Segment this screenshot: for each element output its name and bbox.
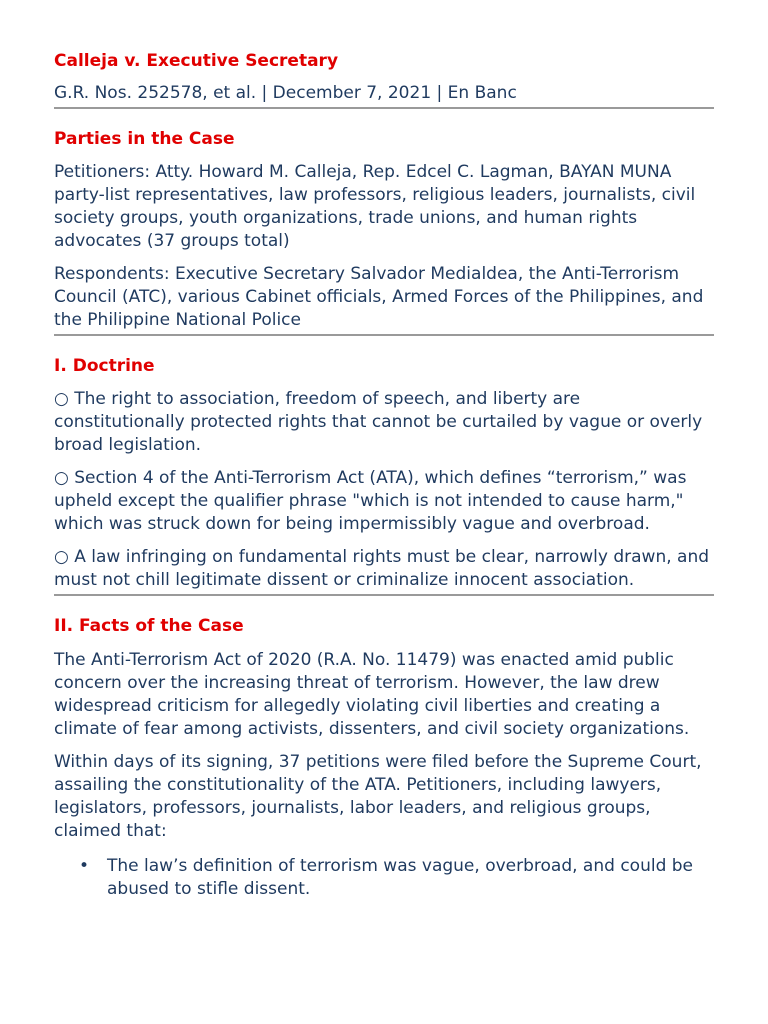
circle-bullet-icon: ○ xyxy=(54,547,69,567)
facts-paragraph: Within days of its signing, 37 petitions were filed before the Supreme Court, assailing the constitutionality of the ATA. Petitioners, including lawyers, legislators, professors, journalists, labor leaders, and religious groups, claimed that: xyxy=(54,752,702,841)
doctrine-heading: I. Doctrine xyxy=(54,356,155,376)
circle-bullet-icon: ○ xyxy=(54,468,69,488)
facts-heading: II. Facts of the Case xyxy=(54,616,244,636)
petitioners-text: Petitioners: Atty. Howard M. Calleja, Rep. Edcel C. Lagman, BAYAN MUNA party-list representatives, law professors, religious leaders, journalists, civil society groups, youth organizations, trade unions, and human rights advocates (37 groups total) xyxy=(54,162,696,251)
doctrine-item-text: Section 4 of the Anti-Terrorism Act (ATA), which defines “terrorism,” was upheld except the qualifier phrase "which is not intended to cause harm," which was struck down for being impermissibly vague and overbroad. xyxy=(54,468,687,534)
case-meta: G.R. Nos. 252578, et al. | December 7, 2021 | En Banc xyxy=(54,83,517,103)
divider xyxy=(54,107,714,109)
divider xyxy=(54,594,714,596)
respondents-text: Respondents: Executive Secretary Salvador Medialdea, the Anti-Terrorism Council (ATC), various Cabinet officials, Armed Forces of the Philippines, and the Philippine National Police xyxy=(54,264,704,330)
doctrine-item xyxy=(54,546,714,592)
facts-paragraph: The Anti-Terrorism Act of 2020 (R.A. No. 11479) was enacted amid public concern over the increasing threat of terrorism. However, the law drew widespread criticism for allegedly violating civil liberties and creating a climate of fear among activists, dissenters, and civil society organizations. xyxy=(54,650,690,739)
facts-bullet-list xyxy=(54,855,714,901)
bullet-dot-icon: • xyxy=(79,856,90,876)
case-title: Calleja v. Executive Secretary xyxy=(54,51,339,71)
parties-heading: Parties in the Case xyxy=(54,129,235,149)
case-digest-page xyxy=(54,50,714,901)
circle-bullet-icon: ○ xyxy=(54,389,69,409)
divider xyxy=(54,334,714,336)
doctrine-item-text: The right to association, freedom of speech, and liberty are constitutionally protected rights that cannot be curtailed by vague or overly broad legislation. xyxy=(54,389,703,455)
list-item xyxy=(54,855,714,901)
doctrine-item xyxy=(54,388,714,457)
doctrine-item-text: A law infringing on fundamental rights must be clear, narrowly drawn, and must not chill legitimate dissent or criminalize innocent association. xyxy=(54,547,710,590)
doctrine-item xyxy=(54,467,714,536)
list-item-text: The law’s definition of terrorism was vague, overbroad, and could be abused to stifle dissent. xyxy=(107,856,694,899)
